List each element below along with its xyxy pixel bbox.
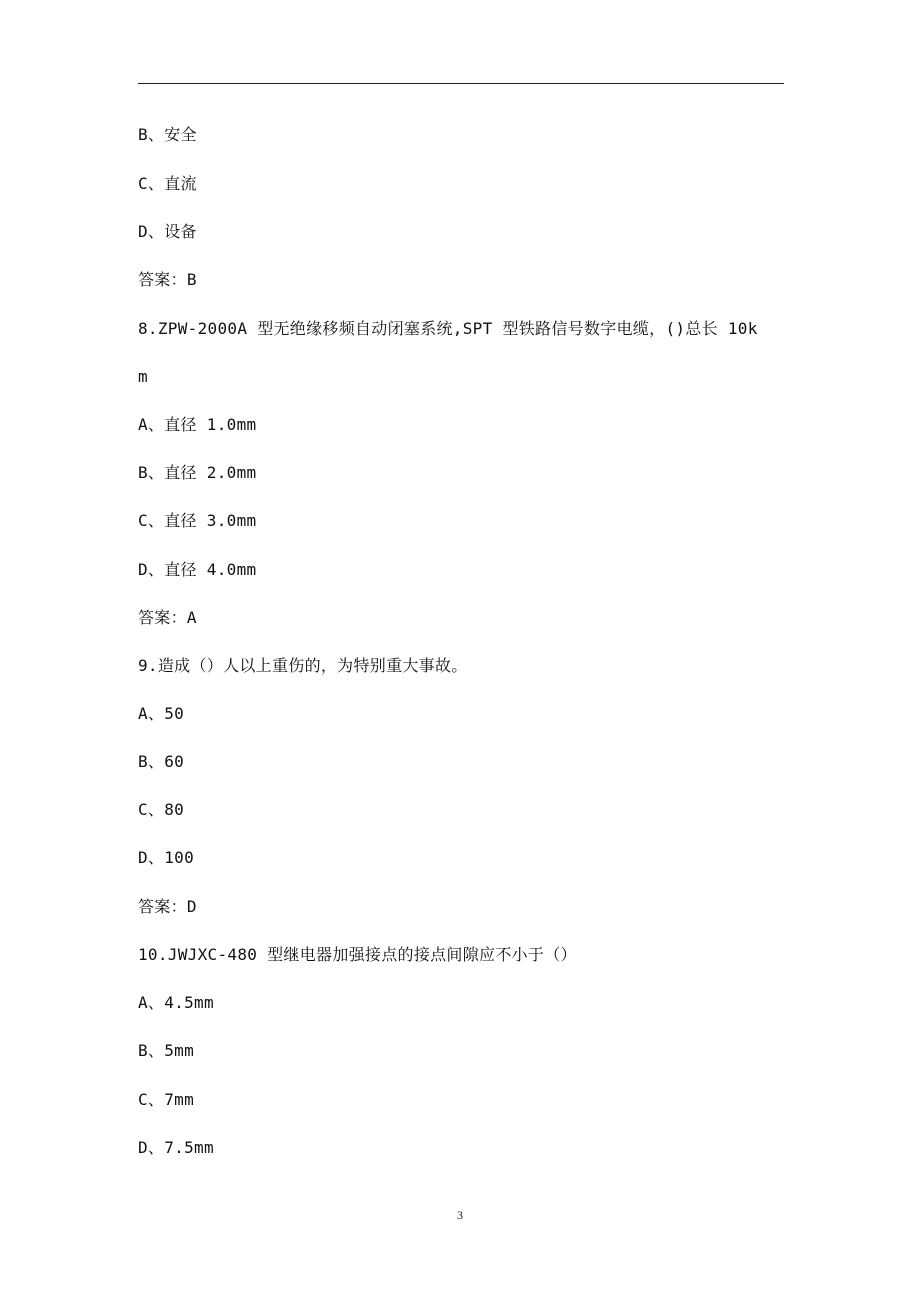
option-b-prev: B、安全 — [138, 125, 197, 144]
question-10-option-d: D、7.5mm — [138, 1138, 214, 1157]
question-10-option-a: A、4.5mm — [138, 993, 214, 1012]
question-8-text: 8.ZPW-2000A 型无绝缘移频自动闭塞系统,SPT 型铁路信号数字电缆，()总长 10k — [138, 319, 758, 338]
question-9-answer: 答案：D — [138, 897, 197, 916]
answer-prev: 答案：B — [138, 270, 197, 289]
question-9-option-a: A、50 — [138, 704, 185, 723]
question-9-option-b: B、60 — [138, 752, 185, 771]
question-9-text: 9.造成（）人以上重伤的，为特别重大事故。 — [138, 656, 468, 675]
question-10-option-c: C、7mm — [138, 1090, 195, 1109]
question-9-option-c: C、80 — [138, 800, 185, 819]
question-8-option-b: B、直径 2.0mm — [138, 463, 257, 482]
question-10-option-b: B、5mm — [138, 1041, 195, 1060]
question-8-option-c: C、直径 3.0mm — [138, 511, 257, 530]
option-d-prev: D、设备 — [138, 222, 197, 241]
question-8-text-cont: m — [138, 367, 148, 386]
question-9-option-d: D、100 — [138, 848, 195, 867]
question-8-option-a: A、直径 1.0mm — [138, 415, 257, 434]
option-c-prev: C、直流 — [138, 174, 197, 193]
question-8-option-d: D、直径 4.0mm — [138, 560, 257, 579]
question-8-answer: 答案：A — [138, 608, 197, 627]
header-rule — [138, 83, 784, 84]
page-number: 3 — [457, 1208, 463, 1222]
question-10-text: 10.JWJXC-480 型继电器加强接点的接点间隙应不小于（） — [138, 945, 577, 964]
